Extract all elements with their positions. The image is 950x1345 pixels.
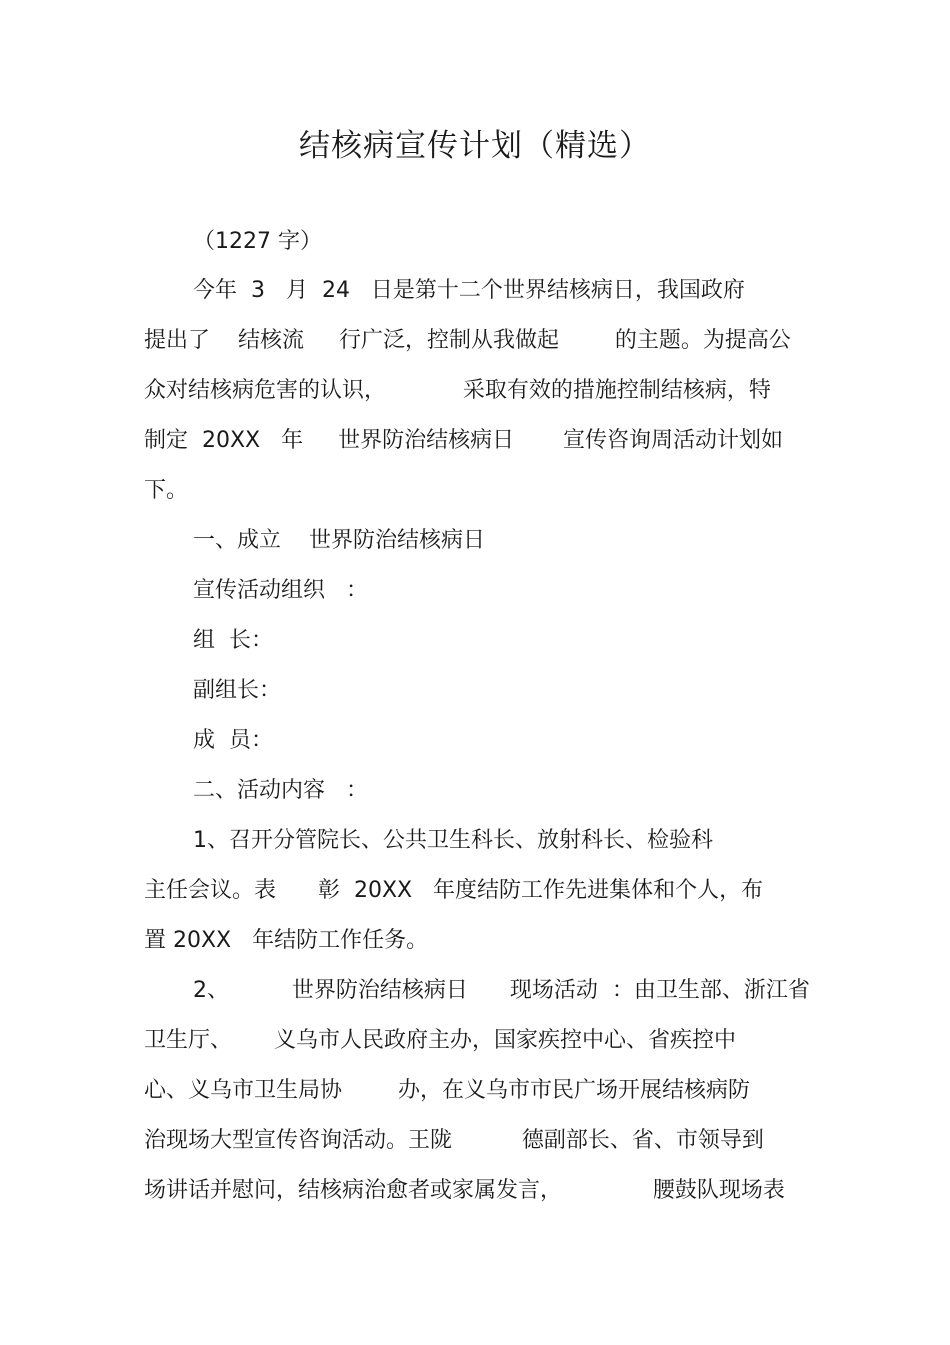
paragraph-line: 场讲话并慰问，结核病治愈者或家属发言， 腰鼓队现场表 — [144, 1178, 785, 1203]
paragraph-line: 下。 — [144, 478, 189, 503]
section-heading: 二、活动内容 ： — [193, 778, 368, 803]
field-label: 成 员： — [193, 728, 273, 753]
word-count: （1227 字） — [193, 229, 322, 254]
paragraph-line: 卫生厅、 义乌市人民政府主办，国家疾控中心、省疾控中 — [144, 1028, 736, 1053]
paragraph-line: 今年 3 月 24 日是第十二个世界结核病日，我国政府 — [193, 278, 745, 303]
paragraph-line: 2、 世界防治结核病日 现场活动 ：由卫生部、浙江省 — [193, 978, 810, 1003]
paragraph-line: 制定 20XX 年 世界防治结核病日 宣传咨询周活动计划如 — [144, 428, 784, 453]
paragraph-line: 1、召开分管院长、公共卫生科长、放射科长、检验科 — [193, 828, 713, 853]
paragraph-line: 心、义乌市卫生局协 办，在义乌市市民广场开展结核病防 — [144, 1078, 750, 1103]
field-label: 组 长： — [193, 628, 273, 653]
paragraph-line: 众对结核病危害的认识， 采取有效的措施控制结核病，特 — [144, 378, 771, 403]
paragraph-line: 宣传活动组织 ： — [193, 578, 368, 603]
paragraph-line: 置 20XX 年结防工作任务。 — [144, 928, 429, 953]
paragraph-line: 主任会议。表 彰 20XX 年度结防工作先进集体和个人，布 — [144, 878, 764, 903]
paragraph-line: 提出了 结核流 行广泛，控制从我做起 的主题。为提高公 — [144, 328, 791, 353]
paragraph-line: 治现场大型宣传咨询活动。王陇 德副部长、省、市领导到 — [144, 1128, 764, 1153]
field-label: 副组长： — [193, 678, 282, 703]
document-title: 结核病宣传计划（精选） — [299, 128, 651, 164]
section-heading: 一、成立 世界防治结核病日 — [193, 528, 485, 553]
